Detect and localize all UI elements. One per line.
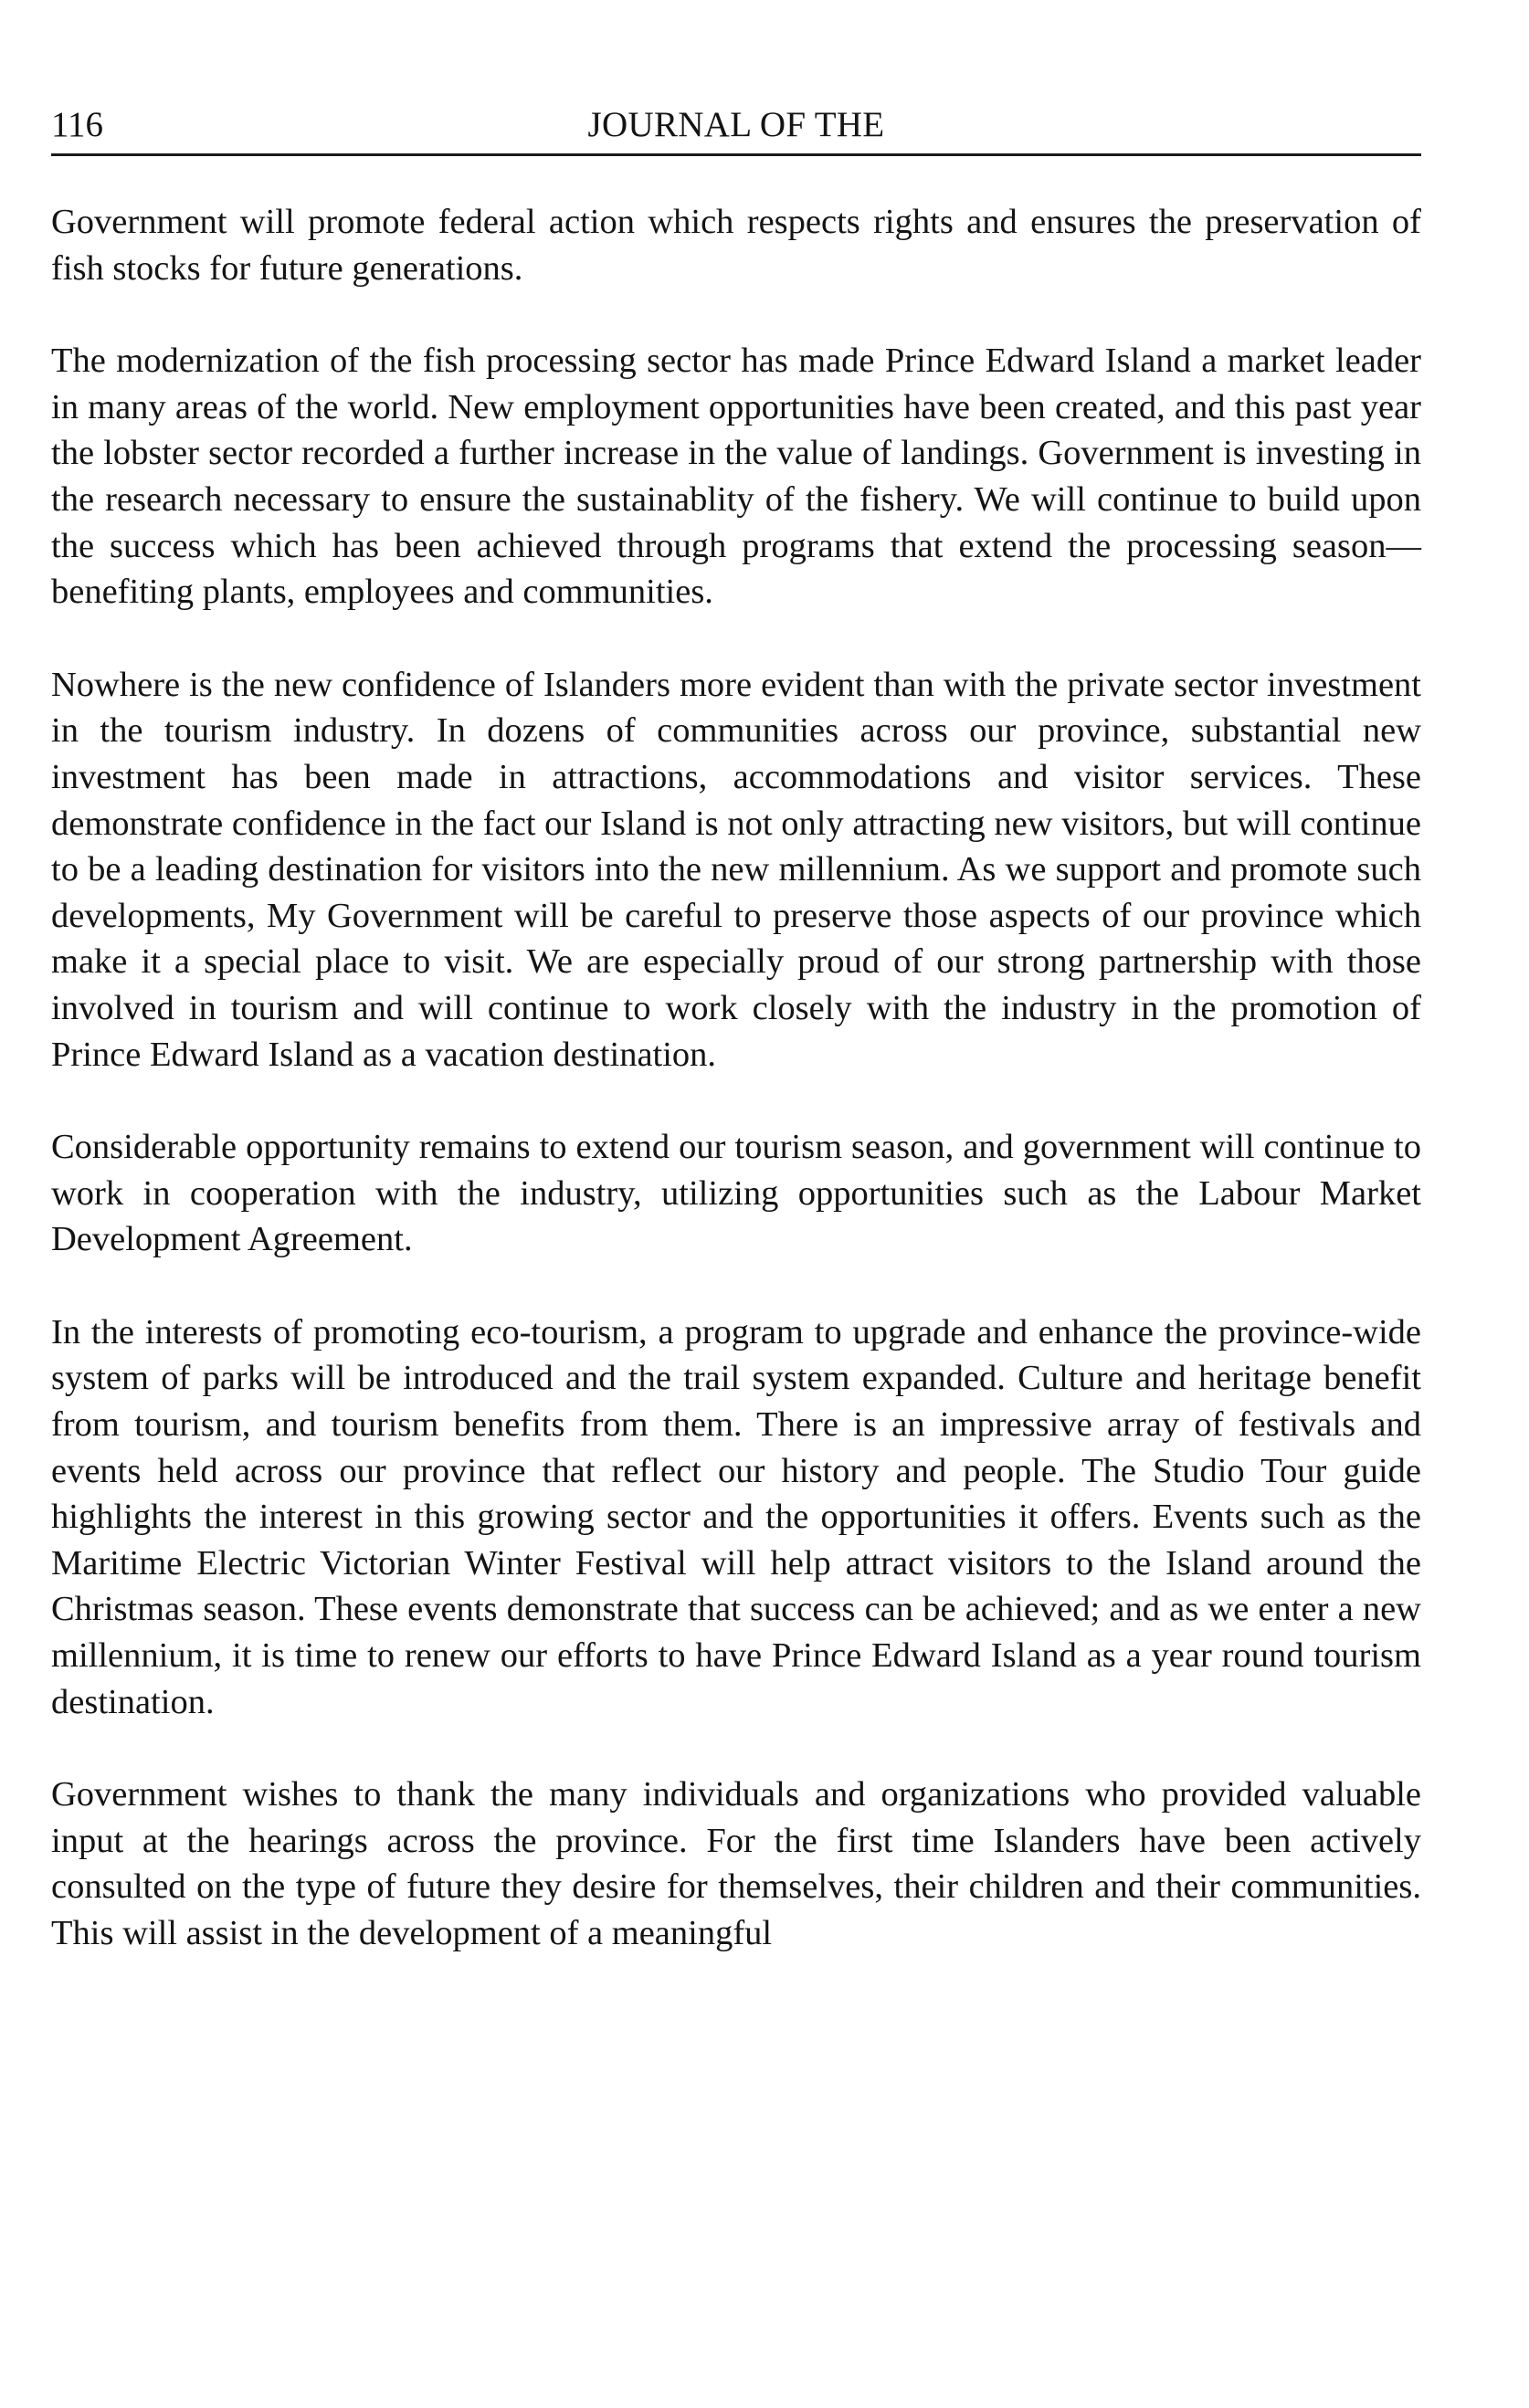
- paragraph-eco-tourism: In the interests of promoting eco-tourism, a program to upgrade and enhance the province-wide system of parks will be introduced and the trail system expanded. Culture and heritage benefit from tourism, and tourism benefits from them. There is an impressive array of festivals and events held across our province that reflect our history and people. The Studio Tour guide highlights the interest in this growing sector and the opportunities it offers. Events such as the Maritime Electric Victorian Winter Festival will help attract visitors to the Island around the Christmas season. These events demonstrate that success can be achieved; and as we enter a new millennium, it is time to renew our efforts to have Prince Edward Island as a year round tourism destination.: [51, 1312, 1421, 1721]
- paragraph-tourism-investment: Nowhere is the new confidence of Islanders more evident than with the private sector investment in the tourism industry. In dozens of communities across our province, substantial new investment has been made in attractions, accommodations and visitor services. These demonstrate confidence in the fact our Island is not only attracting new visitors, but will continue to be a leading destination for visitors into the new millennium. As we support and promote such developments, My Government will be careful to preserve those aspects of our province which make it a special place to visit. We are especially proud of our strong partnership with those involved in tourism and will continue to work closely with the industry in the promotion of Prince Edward Island as a vacation destination.: [51, 665, 1421, 1074]
- paragraph-fish-processing: The modernization of the fish processing sector has made Prince Edward Island a market leader in many areas of the world. New employment opportunities have been created, and this past year the lobster sector recorded a further increase in the value of landings. Government is investing in the research necessary to ensure the sustainablity of the fishery. We will continue to build upon the success which has been achieved through programs that extend the processing season—benefiting plants, employees and communities.: [51, 342, 1421, 612]
- paragraph-public-hearings: Government wishes to thank the many individuals and organizations who provided valuable input at the hearings across the province. For the first time Islanders have been actively consulted on the type of future they desire for themselves, their children and their communities. This will assist in the development of a meaningful: [51, 1775, 1421, 1952]
- paragraph-fisheries-policy: Government will promote federal action which respects rights and ensures the preservation of fish stocks for future generations.: [51, 203, 1421, 288]
- running-header: [51, 102, 1421, 156]
- page-number: 116: [51, 105, 104, 144]
- body-text: [51, 199, 1421, 1957]
- paragraph-tourism-season: Considerable opportunity remains to extend our tourism season, and government will continue to work in cooperation with the industry, utilizing opportunities such as the Labour Market Development Agreement.: [51, 1128, 1421, 1259]
- journal-title: JOURNAL OF THE: [587, 105, 885, 144]
